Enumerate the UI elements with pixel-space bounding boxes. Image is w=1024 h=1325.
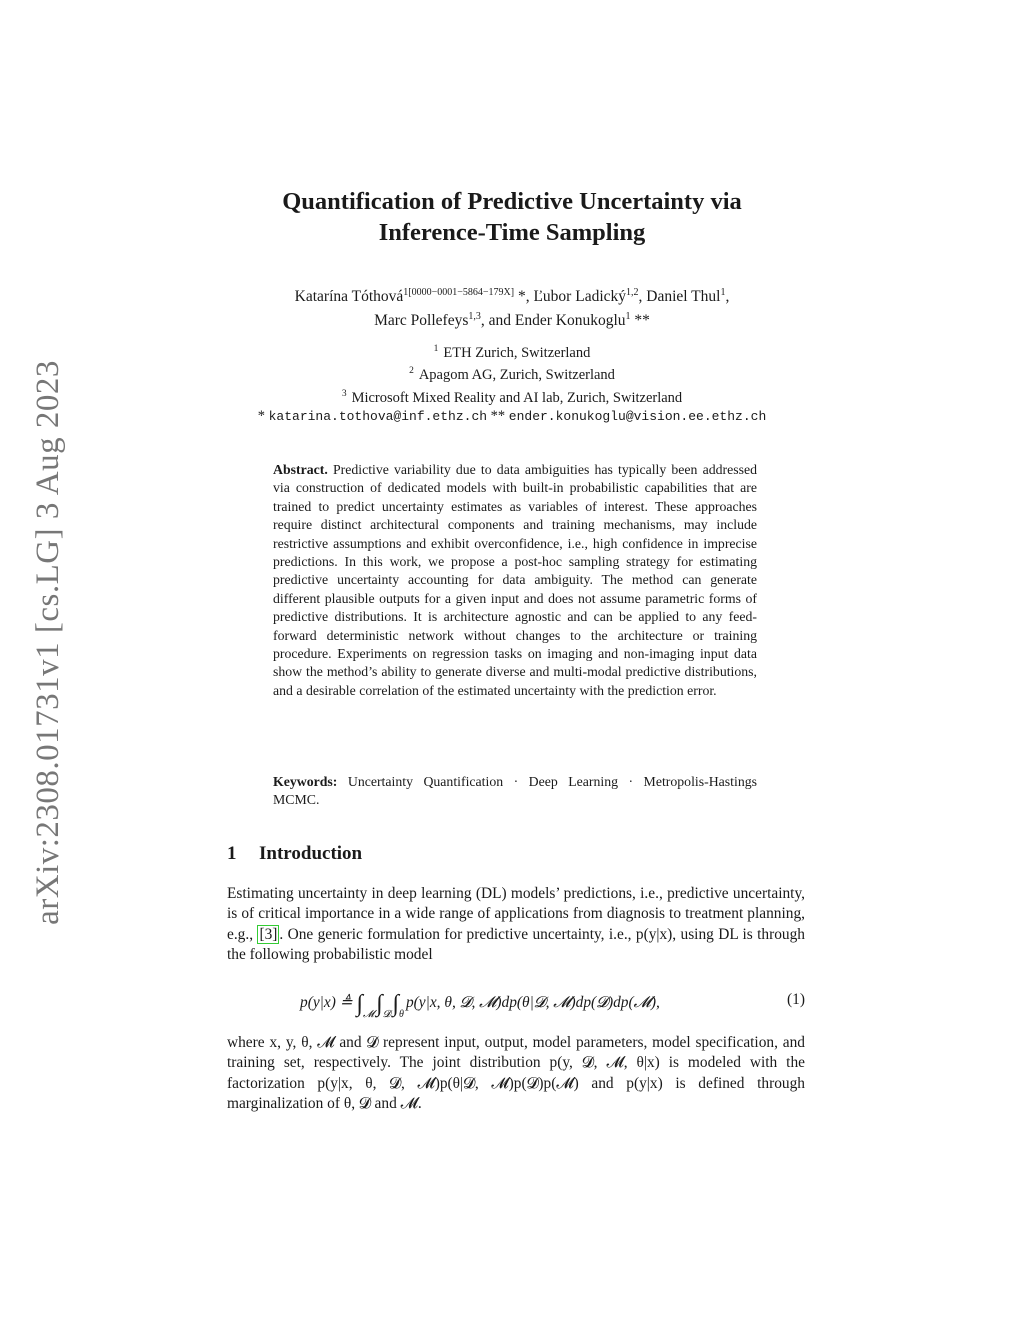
integral-subscript: θ <box>399 1009 404 1020</box>
affiliation-number: 3 <box>341 388 347 399</box>
equation-1 <box>300 985 805 1025</box>
author-affil-sup: 1,2 <box>626 287 639 298</box>
equation-lhs: p(y|x) ≜ <box>300 994 357 1011</box>
author-name: Ľubor Ladický <box>533 288 627 306</box>
section-number: 1 <box>227 843 237 864</box>
affiliation-3 <box>0 385 1024 407</box>
integral-subscript: 𝓓 <box>382 1009 391 1020</box>
title-line-2: Inference-Time Sampling <box>378 219 646 246</box>
citation-link[interactable]: [3] <box>259 925 278 943</box>
email-mark: ** <box>487 407 509 424</box>
arxiv-identifier[interactable]: arXiv:2308.01731v1 [cs.LG] 3 Aug 2023 <box>29 360 66 925</box>
affiliation-2 <box>0 362 1024 384</box>
abstract-label: Abstract. <box>273 462 328 477</box>
intro-text: . One generic formulation for predictive uncertainty, i.e., p(y|x), using DL is through the following probabilistic model <box>227 925 806 963</box>
section-heading <box>227 843 362 865</box>
author-orcid: 1[0000−0001−5864−179X] <box>403 287 515 298</box>
integral-sign: ∫ <box>392 991 400 1017</box>
author-name: , Daniel Thul <box>638 288 721 306</box>
abstract-text: Predictive variability due to data ambiguities has typically been addressed via construction of dedicated models with built-in probabilistic capabilities that are trained to predict uncertainty estimates as variables of interest. These approaches require distinct architectural components and training mechanisms, may include restrictive assumptions and exhibit overconfidence, i.e., high confidence in imprecise predictions. In this work, we propose a post-hoc sampling strategy for estimating predictive uncertainty accounting for data ambiguity. The method can generate different plausible outputs for a given input and does not assume parametric forms of predictive distributions. It is architecture agnostic and can be applied to any feed-forward deterministic network without changes to the architecture or training procedure. Experiments on regression tasks on imaging and non-imaging input data show the method’s ability to generate diverse and multi-modal predictive distributions, and a desirable correlation of the estimated uncertainty with the prediction error. <box>273 462 757 698</box>
affiliation-1 <box>0 340 1024 362</box>
equation-number: (1) <box>787 991 805 1008</box>
section-title: Introduction <box>259 843 363 864</box>
keywords-label: Keywords: <box>273 774 338 789</box>
author-line-2 <box>0 307 1024 331</box>
author-mark: ** <box>630 312 650 330</box>
title-line-1: Quantification of Predictive Uncertainty via <box>282 188 742 215</box>
integral-subscript: 𝓜 <box>363 1009 375 1020</box>
equation-rhs: p(y|x, θ, 𝓓, 𝓜)dp(θ|𝓓, 𝓜)dp(𝓓)dp(𝓜), <box>405 994 660 1011</box>
affiliation-text: ETH Zurich, Switzerland <box>443 344 591 361</box>
paragraph-text: where x, y, θ, 𝓜 and 𝓓 represent input, output, model parameters, model specification, and training set, respectively. The joint distribution p(y, 𝓓, 𝓜, θ|x) is modeled with the factorization p(y|x, θ, 𝓓, 𝓜)p(θ|𝓓, 𝓜)p(𝓓)p(𝓜) and p(y|x) is defined through marginalization of θ, 𝓓 and 𝓜. <box>227 1034 805 1112</box>
paper-title <box>0 186 1024 248</box>
keywords <box>273 773 757 810</box>
email-address-1[interactable]: katarina.tothova@inf.ethz.ch <box>268 408 488 424</box>
post-equation-paragraph <box>227 1033 805 1114</box>
affiliation-text: Apagom AG, Zurich, Switzerland <box>418 367 615 384</box>
author-list <box>0 283 1024 331</box>
abstract <box>273 461 757 700</box>
email-address-2[interactable]: ender.konukoglu@vision.ee.ethz.ch <box>508 408 767 424</box>
affiliation-number: 1 <box>433 344 439 354</box>
integral-sign: ∫ <box>376 991 383 1017</box>
author-separator: , <box>725 288 730 306</box>
author-name: Katarína Tóthová <box>294 288 404 306</box>
author-name: Marc Pollefeys <box>374 312 469 330</box>
arxiv-sidebar-stamp <box>8 355 88 930</box>
intro-text: Estimating uncertainty in deep learning (DL) models’ predictions, i.e., predictive uncertainty, is of critical importance in a wide range of applications from diagnosis to treatment planning, e.g., <box>227 885 805 943</box>
author-name: , and Ender Konukoglu <box>480 312 626 330</box>
integral-sign: ∫ <box>356 991 364 1017</box>
affiliation-text: Microsoft Mixed Reality and AI lab, Zurich, Switzerland <box>351 389 683 406</box>
author-affil-sup: 1 <box>625 311 631 323</box>
author-affil-sup: 1,3 <box>468 311 481 323</box>
author-line-1 <box>0 283 1024 307</box>
email-mark: * <box>257 407 269 424</box>
affiliations <box>0 340 1024 426</box>
author-affil-sup: 1 <box>720 287 726 298</box>
equation-body <box>300 991 660 1020</box>
email-line <box>0 407 1024 427</box>
intro-paragraph <box>227 884 805 965</box>
keywords-text: Uncertainty Quantification · Deep Learning · Metropolis-Hastings MCMC. <box>273 774 757 808</box>
affiliation-number: 2 <box>409 366 414 377</box>
author-mark: *, <box>514 288 534 306</box>
